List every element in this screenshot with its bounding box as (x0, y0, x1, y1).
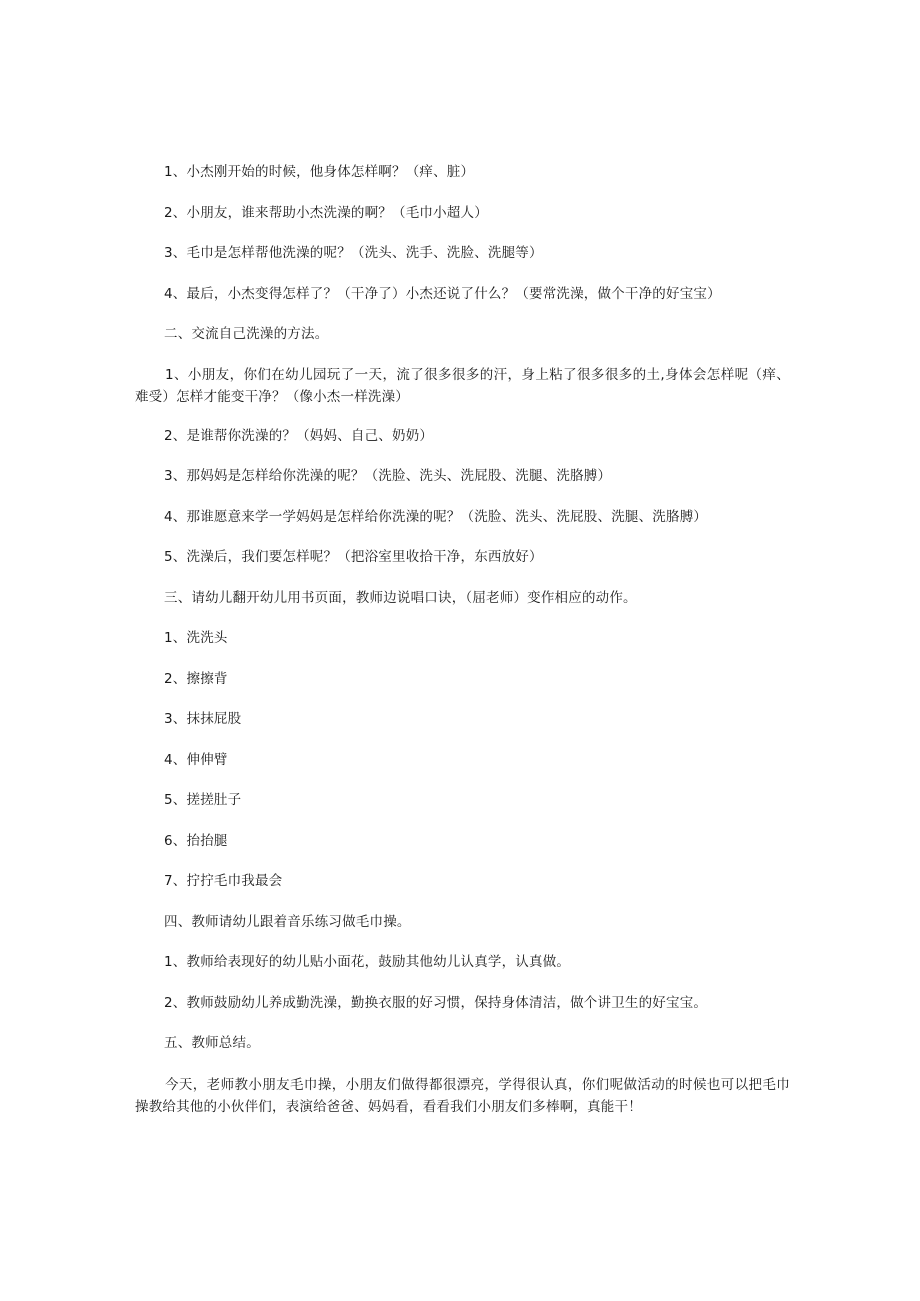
action-2: 2、擦擦背 (164, 671, 228, 687)
section-heading-3: 三、请幼儿翻开幼儿用书页面，教师边说唱口诀，（屈老师）变作相应的动作。 (164, 590, 637, 606)
section-heading-2: 二、交流自己洗澡的方法。 (164, 326, 329, 342)
exercise-2: 2、教师鼓励幼儿养成勤洗澡，勤换衣服的好习惯，保持身体清洁，做个讲卫生的好宝宝。 (164, 995, 708, 1011)
action-4: 4、伸伸臂 (164, 752, 228, 768)
discussion-3: 3、那妈妈是怎样给你洗澡的呢？（洗脸、洗头、洗屁股、洗腿、洗胳膊） (164, 468, 612, 484)
question-1: 1、小杰刚开始的时候，他身体怎样啊？（痒、脏） (164, 164, 475, 180)
action-3: 3、抹抹屁股 (164, 711, 242, 727)
section-heading-5: 五、教师总结。 (164, 1035, 260, 1051)
section-heading-4: 四、教师请幼儿跟着音乐练习做毛巾操。 (164, 914, 411, 930)
discussion-2: 2、是谁帮你洗澡的？（妈妈、自己、奶奶） (164, 428, 434, 444)
exercise-1: 1、教师给表现好的幼儿贴小面花，鼓励其他幼儿认真学，认真做。 (164, 954, 571, 970)
discussion-4: 4、那谁愿意来学一学妈妈是怎样给你洗澡的呢？（洗脸、洗头、洗屁股、洗腿、洗胳膊） (164, 509, 708, 525)
action-1: 1、洗洗头 (164, 630, 228, 646)
question-3: 3、毛巾是怎样帮他洗澡的呢？（洗头、洗手、洗脸、洗腿等） (164, 245, 543, 261)
question-4: 4、最后，小杰变得怎样了？（干净了）小杰还说了什么？（要常洗澡，做个干净的好宝宝） (164, 286, 721, 302)
action-6: 6、抬抬腿 (164, 833, 228, 849)
action-7: 7、拧拧毛巾我最会 (164, 873, 283, 889)
question-2: 2、小朋友，谁来帮助小杰洗澡的啊？（毛巾小超人） (164, 205, 488, 221)
discussion-5: 5、洗澡后，我们要怎样呢？（把浴室里收拾干净，东西放好） (164, 549, 543, 565)
discussion-1: 1、小朋友，你们在幼儿园玩了一天，流了很多很多的汗，身上粘了很多很多的土,身体会怎样呢（痒、难受）怎样才能变干净？（像小杰一样洗澡） (135, 367, 790, 405)
summary-paragraph: 今天，老师教小朋友毛巾操，小朋友们做得都很漂亮，学得很认真，你们呢做活动的时候也可以把毛巾操教给其他的小伙伴们，表演给爸爸、妈妈看，看看我们小朋友们多棒啊，真能干！ (135, 1077, 790, 1115)
action-5: 5、搓搓肚子 (164, 792, 242, 808)
